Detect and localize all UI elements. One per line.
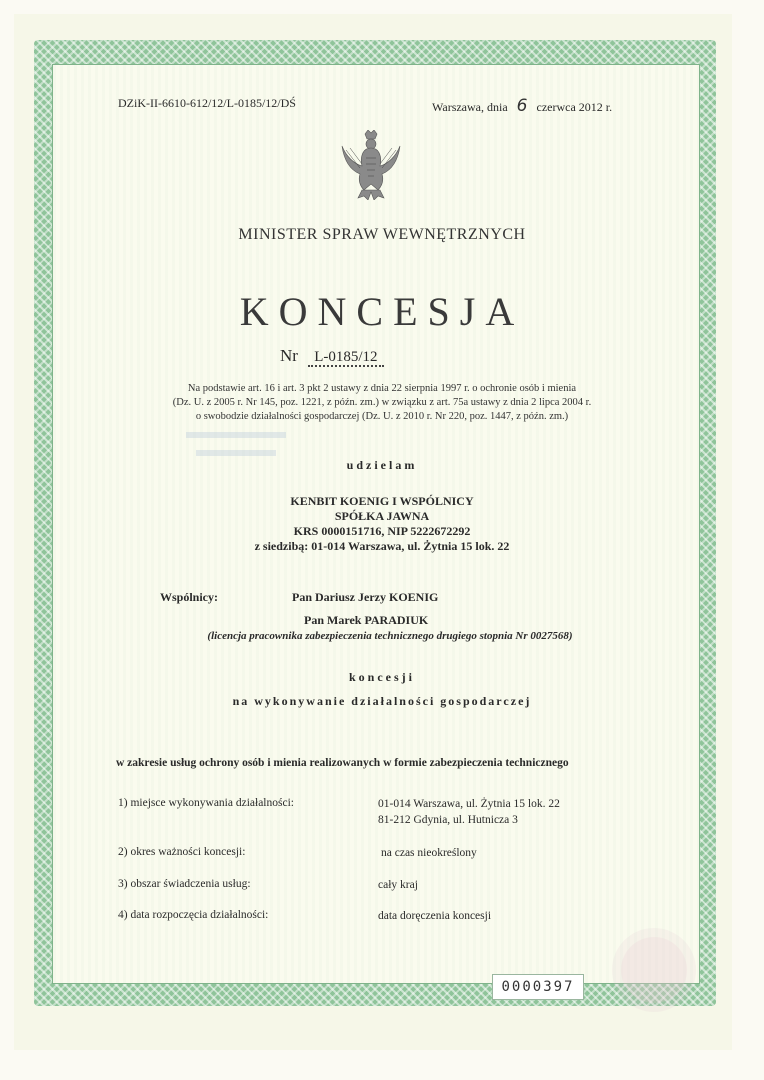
company-block [180,494,584,554]
item-value: na czas nieokreślony [381,847,477,859]
concession-number [280,346,384,366]
company-address: z siedzibą: 01-014 Warszawa, ul. Żytnia 15 lok. 22 [254,539,510,553]
issue-date [432,96,612,116]
item-value: data doręczenia koncesji [378,910,492,922]
legal-basis-line: (Dz. U. z 2005 r. Nr 145, poz. 1221, z późn. zm.) w związku z art. 75a ustawy z dnia 2 lipca 2004 r. [172,397,592,408]
grant-word: udzielam [346,458,418,472]
reference-number: DZiK-II-6610-612/12/L-0185/12/DŚ [118,96,296,110]
company-name: KENBIT KOENIG I WSPÓLNICY [290,494,474,508]
item-label: 3) obszar świadczenia usług: [118,878,251,890]
company-type: SPÓŁKA JAWNA [334,509,430,523]
item-value [378,796,560,828]
issuing-authority: MINISTER SPRAW WEWNĘTRZNYCH [238,226,526,243]
polish-eagle-emblem-icon [340,130,402,200]
date-day: 6 [516,96,528,116]
concession-word: koncesji [349,670,415,684]
item-label: 1) miejsce wykonywania działalności: [118,797,294,809]
partners-label: Wspólnicy: [160,590,219,604]
legal-basis-line: Na podstawie art. 16 i art. 3 pkt 2 ustawy z dnia 22 sierpnia 1997 r. o ochronie osób i mienia [187,383,577,394]
document-title: KONCESJA [239,289,525,334]
address-line: 81-212 Gdynia, ul. Hutnicza 3 [378,814,518,826]
item-value: cały kraj [378,879,418,891]
legal-basis [120,382,644,424]
company-registry: KRS 0000151716, NIP 5222672292 [293,524,471,538]
serial-number: 0000397 [492,974,584,1000]
item-label: 4) data rozpoczęcia działalności: [118,909,269,921]
number-value: L-0185/12 [308,349,383,367]
partner-name: Pan Dariusz Jerzy KOENIG [292,590,439,604]
licence-note: (licencja pracownika zabezpieczenia technicznego drugiego stopnia Nr 0027568) [207,630,573,642]
embossed-seal [612,928,696,1012]
activity-description: na wykonywanie działalności gospodarczej [232,694,532,708]
address-line: 01-014 Warszawa, ul. Żytnia 15 lok. 22 [378,798,560,810]
number-label: Nr [280,346,298,365]
scope-statement: w zakresie usług ochrony osób i mienia realizowanych w formie zabezpieczenia technicznego [116,757,569,769]
partner-name: Pan Marek PARADIUK [304,613,429,627]
date-prefix: Warszawa, dnia [432,100,508,114]
date-suffix: czerwca 2012 r. [536,100,613,114]
item-label: 2) okres ważności koncesji: [118,846,246,858]
legal-basis-line: o swobodzie działalności gospodarczej (Dz. U. z 2010 r. Nr 220, poz. 1447, z późn. zm.) [195,411,569,422]
